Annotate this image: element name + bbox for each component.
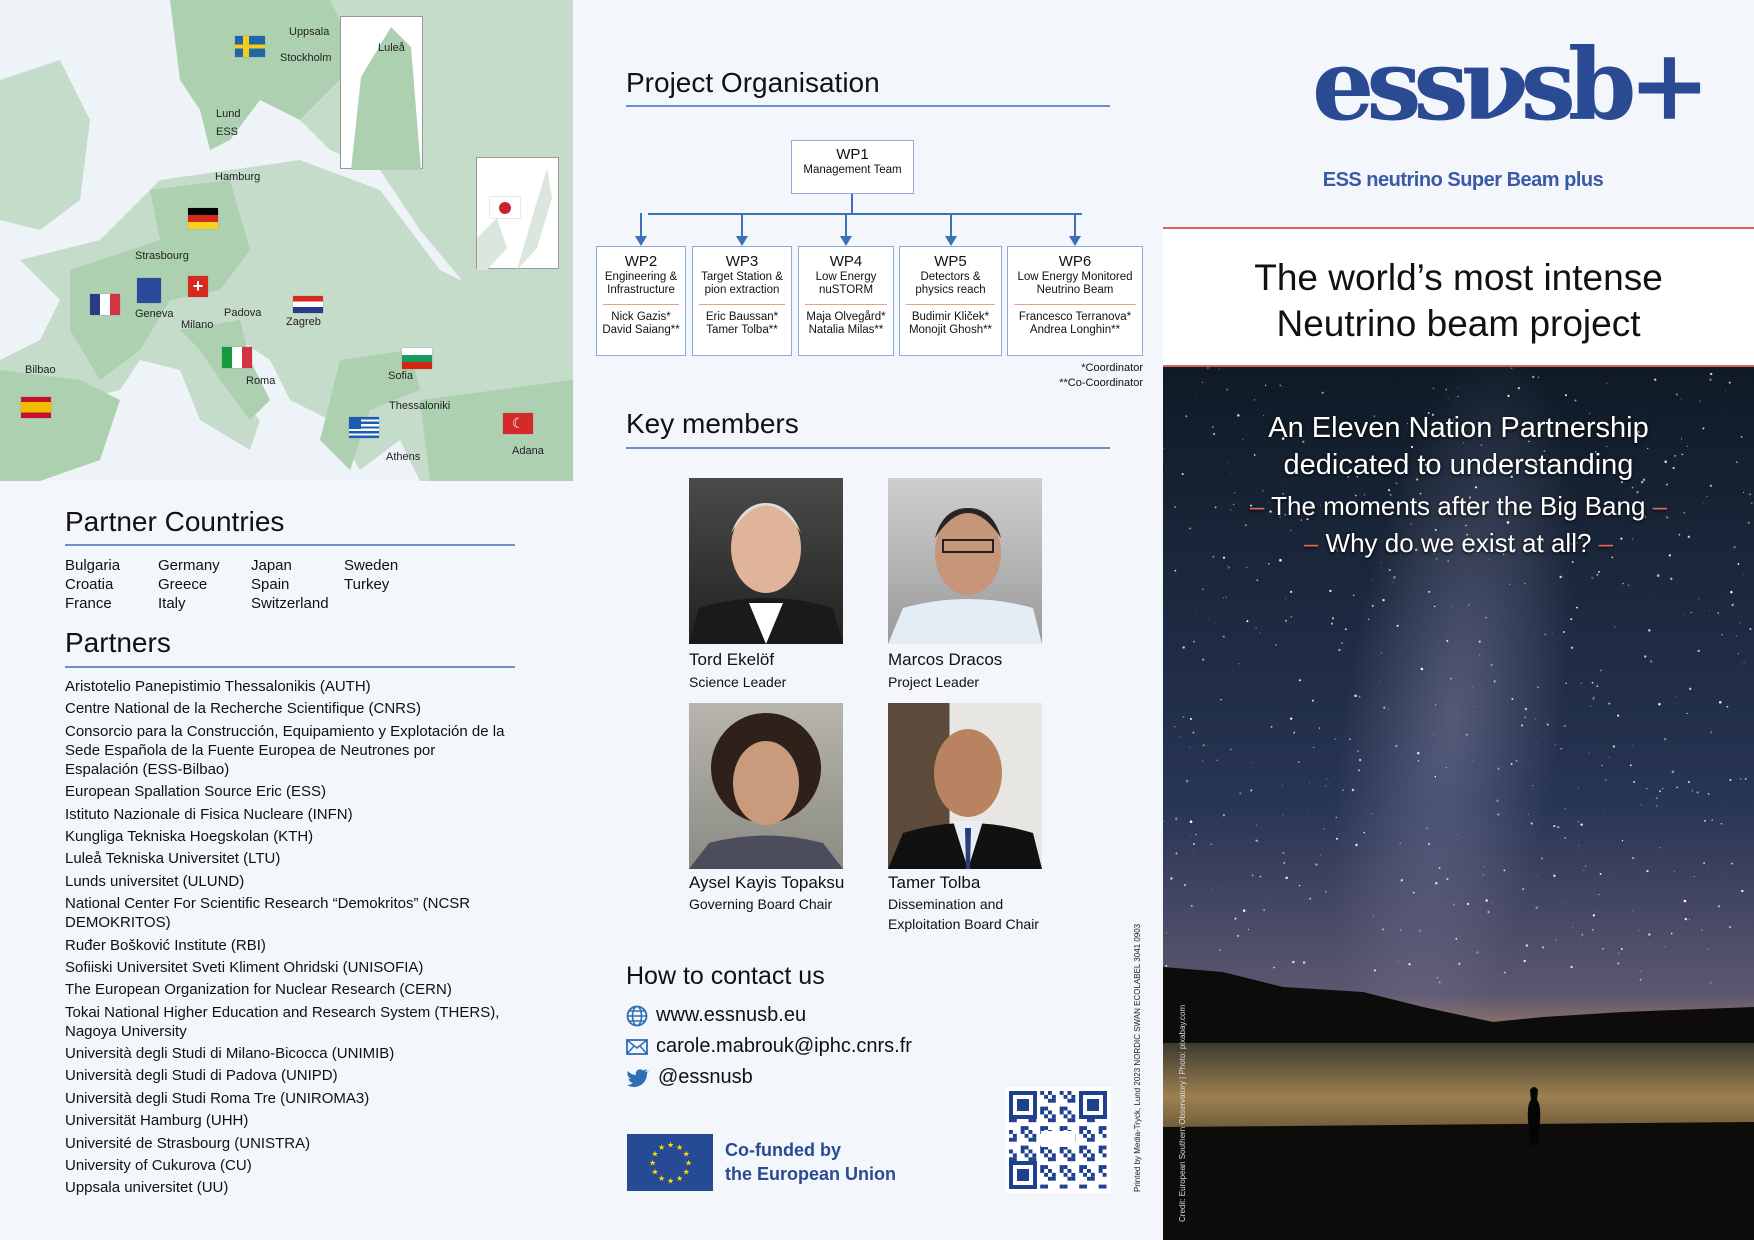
city-label: Roma xyxy=(246,375,276,387)
hero-title-line: The world’s most intense xyxy=(1254,257,1663,298)
partners-heading: Partners xyxy=(65,627,171,658)
connector-line xyxy=(648,213,1082,215)
city-label: Bilbao xyxy=(25,364,56,376)
country: Turkey xyxy=(344,576,390,593)
connector-line xyxy=(1074,213,1076,238)
hero-title-line: Neutrino beam project xyxy=(1276,303,1641,344)
co-coordinator-note: **Co-Coordinator xyxy=(1059,377,1143,389)
country-column xyxy=(158,556,251,613)
wp-name: Low Energy nuSTORM xyxy=(815,271,877,296)
wp-divider xyxy=(1014,304,1136,305)
city-label: Athens xyxy=(386,451,421,463)
member-photo-aysel-kayis-topaksu xyxy=(689,703,843,869)
eu-flag-icon xyxy=(627,1134,713,1191)
connector-line xyxy=(741,213,743,238)
city-label: Strasbourg xyxy=(135,250,189,262)
wp-coordinator: Nick Gazis* xyxy=(611,311,671,323)
photo-credit: Credit: European Southern Observatory | Photo: pixabay.com xyxy=(1178,1004,1187,1222)
svg-text:★: ★ xyxy=(682,1167,690,1177)
connector-line xyxy=(950,213,952,238)
wp-divider xyxy=(906,304,995,305)
wp-name: Target Station & pion extraction xyxy=(701,271,783,296)
twitter-text[interactable]: @essnusb xyxy=(658,1066,753,1088)
email-text[interactable]: carole.mabrouk@iphc.cnrs.fr xyxy=(656,1035,912,1057)
flag-switzerland-icon: + xyxy=(188,276,208,297)
flag-bulgaria-icon xyxy=(402,348,432,369)
wp-divider xyxy=(603,304,679,305)
partner-item: Università degli Studi di Padova (UNIPD) xyxy=(65,1067,338,1085)
svg-text:★: ★ xyxy=(651,1149,659,1159)
svg-text:★: ★ xyxy=(649,1158,657,1168)
website-link[interactable] xyxy=(626,1004,806,1027)
wp-code: WP5 xyxy=(934,253,967,270)
flag-eu-icon xyxy=(137,278,161,303)
city-label: Uppsala xyxy=(289,26,330,38)
city-label: Hamburg xyxy=(215,171,261,183)
tagline-line: dedicated to understanding xyxy=(1283,449,1634,481)
country: Croatia xyxy=(65,576,114,593)
country: France xyxy=(65,595,112,612)
svg-text:★: ★ xyxy=(667,1140,675,1150)
tagline-line: An Eleven Nation Partnership xyxy=(1268,412,1649,444)
arrow-down-icon xyxy=(1069,236,1081,246)
city-label: Luleå xyxy=(378,42,405,54)
wp-co-coordinator: Natalia Milas** xyxy=(808,324,884,336)
wp-co-coordinator: Andrea Longhin** xyxy=(1029,324,1121,336)
city-label: Adana xyxy=(512,445,544,457)
wp-divider xyxy=(699,304,785,305)
wp-box-wp3 xyxy=(692,246,792,356)
country: Sweden xyxy=(344,557,399,574)
logo-subtitle: ESS neutrino Super Beam plus xyxy=(1322,169,1604,191)
partner-item: Consorcio para la Construcción, Equipamiento y Explotación de la Sede Española de la Fuente Europea de Neutrones por Espalación (ESS-Bilbao) xyxy=(65,722,505,778)
connector-line xyxy=(640,213,642,238)
wp-name: Detectors & physics reach xyxy=(915,271,986,296)
wp-coordinator: Eric Baussan* xyxy=(705,311,779,323)
svg-text:★: ★ xyxy=(667,1176,675,1186)
eu-text-line: Co-funded by xyxy=(725,1140,841,1160)
country-column xyxy=(344,556,437,613)
city-label: Stockholm xyxy=(280,52,332,64)
heading-rule xyxy=(626,105,1110,107)
wp-code: WP4 xyxy=(829,253,863,270)
heading-rule xyxy=(65,544,515,546)
city-label: Thessaloniki xyxy=(389,400,451,412)
country: Switzerland xyxy=(251,595,329,612)
partner-item: Università degli Studi Roma Tre (UNIROMA3) xyxy=(65,1089,370,1107)
partner-item: Ruđer Bošković Institute (RBI) xyxy=(65,936,266,954)
svg-text:★: ★ xyxy=(651,1167,659,1177)
logo-wordmark: essνsb+ xyxy=(1312,28,1703,143)
partner-item: European Spallation Source Eric (ESS) xyxy=(65,783,326,801)
member-name: Tamer Tolba xyxy=(888,873,981,892)
sweden-inset-map xyxy=(340,16,423,169)
qr-code[interactable] xyxy=(1005,1087,1111,1193)
member-role: Governing Board Chair xyxy=(689,896,833,912)
key-members-heading: Key members xyxy=(626,408,799,439)
arrow-down-icon xyxy=(840,236,852,246)
arrow-down-icon xyxy=(635,236,647,246)
tagline-text: Why do we exist at all? xyxy=(1325,528,1592,558)
wp-code: WP6 xyxy=(1058,253,1092,270)
partner-item: Centre National de la Recherche Scientifique (CNRS) xyxy=(65,700,422,718)
member-role: Project Leader xyxy=(888,674,980,690)
partner-item: Uppsala universitet (UU) xyxy=(65,1179,229,1197)
city-label: Lund xyxy=(216,108,241,120)
wp-coordinator: Maja Olvegård* xyxy=(806,311,886,323)
wp-code: WP2 xyxy=(624,253,658,270)
city-label: Milano xyxy=(181,319,214,331)
partners-list xyxy=(65,677,505,1201)
wp-coordinator: Budimir Kliček* xyxy=(911,311,990,323)
project-organisation-heading: Project Organisation xyxy=(626,67,880,98)
essnusb-logo xyxy=(1163,0,1754,227)
flag-sweden-icon xyxy=(235,36,265,57)
wp-box-wp5 xyxy=(899,246,1002,356)
member-name: Marcos Dracos xyxy=(888,650,1003,669)
partner-item: Kungliga Tekniska Hoegskolan (KTH) xyxy=(65,827,314,845)
svg-text:★: ★ xyxy=(658,1174,666,1184)
member-photo-marcos-dracos xyxy=(888,478,1042,644)
partner-item: Università degli Studi di Milano-Bicocca (UNIMIB) xyxy=(65,1045,395,1063)
city-label: Sofia xyxy=(388,370,414,382)
partner-item: Universität Hamburg (UHH) xyxy=(65,1112,249,1130)
wp1-box xyxy=(791,140,914,194)
globe-icon xyxy=(626,1005,648,1027)
flag-germany-icon xyxy=(188,208,218,229)
country: Italy xyxy=(158,595,186,612)
tagline-text: The moments after the Big Bang xyxy=(1271,491,1646,521)
wp-code: WP3 xyxy=(725,253,759,270)
heading-rule xyxy=(65,666,515,668)
wp-co-coordinator: Tamer Tolba** xyxy=(706,324,778,336)
wp-coordinator: Francesco Terranova* xyxy=(1018,311,1132,323)
wp-box-wp4 xyxy=(798,246,894,356)
email-link[interactable] xyxy=(626,1035,912,1058)
flag-italy-icon xyxy=(222,347,252,368)
flag-turkey-icon: ☾ xyxy=(503,413,533,434)
partner-item: The European Organization for Nuclear Research (CERN) xyxy=(65,981,452,999)
wp-name: Low Energy Monitored Neutrino Beam xyxy=(1017,271,1133,296)
partner-item: Luleå Tekniska Universitet (LTU) xyxy=(65,850,281,868)
wp-name: Management Team xyxy=(803,164,902,176)
heading-rule xyxy=(626,447,1110,449)
connector-line xyxy=(845,213,847,238)
flag-spain-icon xyxy=(21,397,51,418)
flag-france-icon xyxy=(90,294,120,315)
eu-cofunded-text xyxy=(725,1138,896,1186)
envelope-icon xyxy=(626,1039,648,1055)
milky-way-photo xyxy=(1163,367,1754,1240)
flag-croatia-icon xyxy=(293,296,323,313)
wp-name: Engineering & Infrastructure xyxy=(604,271,678,296)
member-photo-tord-ekelof xyxy=(689,478,843,644)
partner-item: Tokai National Higher Education and Research System (THERS), Nagoya University xyxy=(65,1003,500,1040)
member-photo-tamer-tolba xyxy=(888,703,1042,869)
country-column xyxy=(65,556,158,613)
partner-item: National Center For Scientific Research “Demokritos” (NCSR DEMOKRITOS) xyxy=(65,895,471,932)
twitter-icon xyxy=(626,1068,650,1088)
tagline-line: – The moments after the Big Bang – xyxy=(1249,491,1668,521)
svg-text:★: ★ xyxy=(658,1142,666,1152)
eu-text-line: the European Union xyxy=(725,1164,896,1184)
city-label: Zagreb xyxy=(286,316,321,328)
arrow-down-icon xyxy=(736,236,748,246)
partner-item: Lunds universitet (ULUND) xyxy=(65,872,245,890)
wp-code: WP1 xyxy=(836,146,869,163)
wp-box-wp6 xyxy=(1007,246,1143,356)
svg-text:★: ★ xyxy=(676,1142,684,1152)
city-label: ESS xyxy=(216,126,239,138)
partner-item: Université de Strasbourg (UNISTRA) xyxy=(65,1134,311,1152)
partner-item: Aristotelio Panepistimio Thessalonikis (AUTH) xyxy=(65,678,371,695)
partner-map xyxy=(0,0,573,481)
tagline-line: – Why do we exist at all? – xyxy=(1303,528,1614,558)
member-role: Dissemination and Exploitation Board Chair xyxy=(888,896,1039,932)
country-column xyxy=(251,556,344,613)
country: Greece xyxy=(158,576,208,593)
partner-item: Istituto Nazionale di Fisica Nucleare (INFN) xyxy=(65,805,353,823)
city-label: Padova xyxy=(224,307,262,319)
twitter-link[interactable] xyxy=(626,1066,753,1089)
partner-countries-list xyxy=(65,556,437,613)
svg-text:★: ★ xyxy=(676,1174,684,1184)
svg-text:★: ★ xyxy=(682,1149,690,1159)
arrow-down-icon xyxy=(945,236,957,246)
connector-line xyxy=(851,194,853,214)
country: Spain xyxy=(251,576,290,593)
partner-item: University of Cukurova (CU) xyxy=(65,1157,252,1175)
svg-text:★: ★ xyxy=(685,1158,693,1168)
city-label: Geneva xyxy=(135,308,174,320)
contact-heading: How to contact us xyxy=(626,962,825,990)
coordinator-note: *Coordinator xyxy=(1081,362,1143,374)
wp-box-wp2 xyxy=(596,246,686,356)
hero-title xyxy=(1163,227,1754,367)
country: Bulgaria xyxy=(65,557,121,574)
website-text[interactable]: www.essnusb.eu xyxy=(656,1004,807,1026)
country: Germany xyxy=(158,557,220,574)
wp-divider xyxy=(805,304,887,305)
country: Japan xyxy=(251,557,292,574)
member-name: Aysel Kayis Topaksu xyxy=(689,873,845,892)
wp-co-coordinator: David Saiang** xyxy=(602,324,680,336)
wp-co-coordinator: Monojit Ghosh** xyxy=(908,324,993,336)
member-name: Tord Ekelöf xyxy=(689,650,775,669)
flag-greece-icon xyxy=(349,417,379,438)
partner-item: Sofiiski Universitet Sveti Kliment Ohridski (UNISOFIA) xyxy=(65,958,424,976)
partner-countries-heading: Partner Countries xyxy=(65,506,285,537)
print-info: Printed by Media-Tryck, Lund 2023 NORDIC SWAN ECOLABEL 3041 0903 xyxy=(1133,923,1142,1192)
member-role: Science Leader xyxy=(689,674,787,690)
flag-japan-icon xyxy=(490,197,520,218)
